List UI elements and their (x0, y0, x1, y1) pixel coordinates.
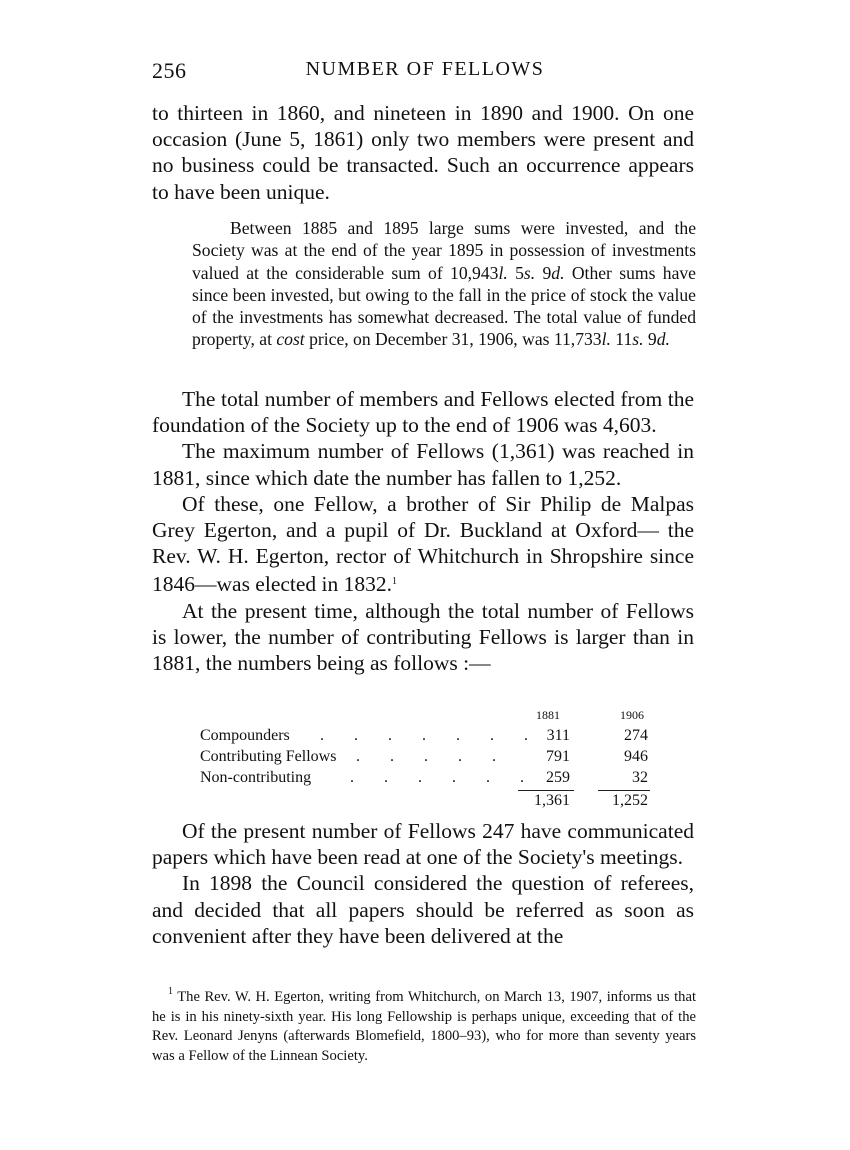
value-1906: 946 (624, 748, 648, 765)
page-header (152, 58, 698, 88)
table-row (200, 727, 696, 747)
paragraph-egerton: Of these, one Fellow, a brother of Sir Philip de Malpas Grey Egerton, and a pupil of Dr. Buckland at Oxford— the Rev. W. H. Egerton, rector of Whitchurch in Shropshire since 1846—was elected in 1832.$^1$ (152, 491, 694, 597)
investment-paragraph (192, 217, 696, 351)
value-1881: 259 (546, 769, 570, 786)
fellows-table (200, 708, 696, 808)
paragraph-total-members: The total number of members and Fellows elected from the foundation of the Society up to the end of 1906 was 4,603. (152, 387, 694, 438)
sum-rule-1906 (598, 790, 650, 791)
row-label: Non-contributing (200, 769, 312, 786)
closing-paragraphs (152, 818, 694, 949)
paragraph-present-time: At the present time, although the total number of Fellows is lower, the number of contributing Fellows is larger than in 1881, the numbers being as follows :— (152, 598, 694, 676)
paragraph-communicated-papers: Of the present number of Fellows 247 have communicated papers which have been read at one of the Society's meetings. (152, 819, 694, 870)
footnote-marker: 1 (168, 986, 173, 997)
page-number: 256 (152, 58, 187, 83)
paragraph-continuation (152, 100, 694, 205)
footnote (152, 982, 696, 1066)
value-1906: 32 (632, 769, 648, 786)
column-header-1881: 1881 (536, 708, 560, 722)
paragraph-maximum-fellows: The maximum number of Fellows (1,361) was reached in 1881, since which date the number has fallen to 1,252. (152, 439, 694, 490)
running-title: NUMBER OF FELLOWS (305, 58, 545, 80)
table-row (200, 748, 696, 768)
table-total-row (200, 792, 696, 812)
total-1881: 1,361 (534, 792, 570, 809)
table-row (200, 769, 696, 789)
total-1906: 1,252 (612, 792, 648, 809)
paragraph-referees: In 1898 the Council considered the question of referees, and decided that all papers should be referred as soon as convenient after they have been delivered at the (152, 871, 694, 948)
value-1881: 311 (546, 727, 570, 744)
value-1881: 791 (546, 748, 570, 765)
row-label: Compounders (200, 727, 290, 744)
footnote-text: $^1$ The Rev. W. H. Egerton, writing from Whitchurch, on March 13, 1907, informs us that he is in his ninety-sixth year. His long Fellowship is perhaps unique, exceeding that of the Rev. Leonard Jenyns (afterwards Blomefield, 1800–93), who for more than seventy years was a Fellow of the Linnean Society. (152, 986, 696, 1064)
leader-dots: . . . . . . . (320, 727, 541, 744)
leader-dots: . . . . . . (350, 769, 537, 786)
paragraph-text: to thirteen in 1860, and nineteen in 1890 and 1900. On one occasion (June 5, 1861) only two members were present and no business could be transacted. Such an occurrence appears to have been unique. (152, 101, 694, 204)
investment-text: Between 1885 and 1895 large sums were invested, and the Society was at the end of the year 1895 in possession of investments valued at the considerable sum of 10,943l. 5s. 9d. Other sums have since been invested, but owing to the fall in the price of stock the value of the investments has somewhat decreased. The total value of funded property, at cost price, on December 31, 1906, was 11,733l. 11s. 9d. (192, 218, 696, 350)
row-label: Contributing Fellows (200, 748, 337, 765)
main-paragraphs (152, 386, 694, 676)
value-1906: 274 (624, 727, 648, 744)
footnote-reference: 1 (392, 576, 398, 588)
sum-rule-1881 (518, 790, 574, 791)
leader-dots: . . . . . (356, 748, 509, 765)
column-header-1906: 1906 (620, 708, 644, 722)
